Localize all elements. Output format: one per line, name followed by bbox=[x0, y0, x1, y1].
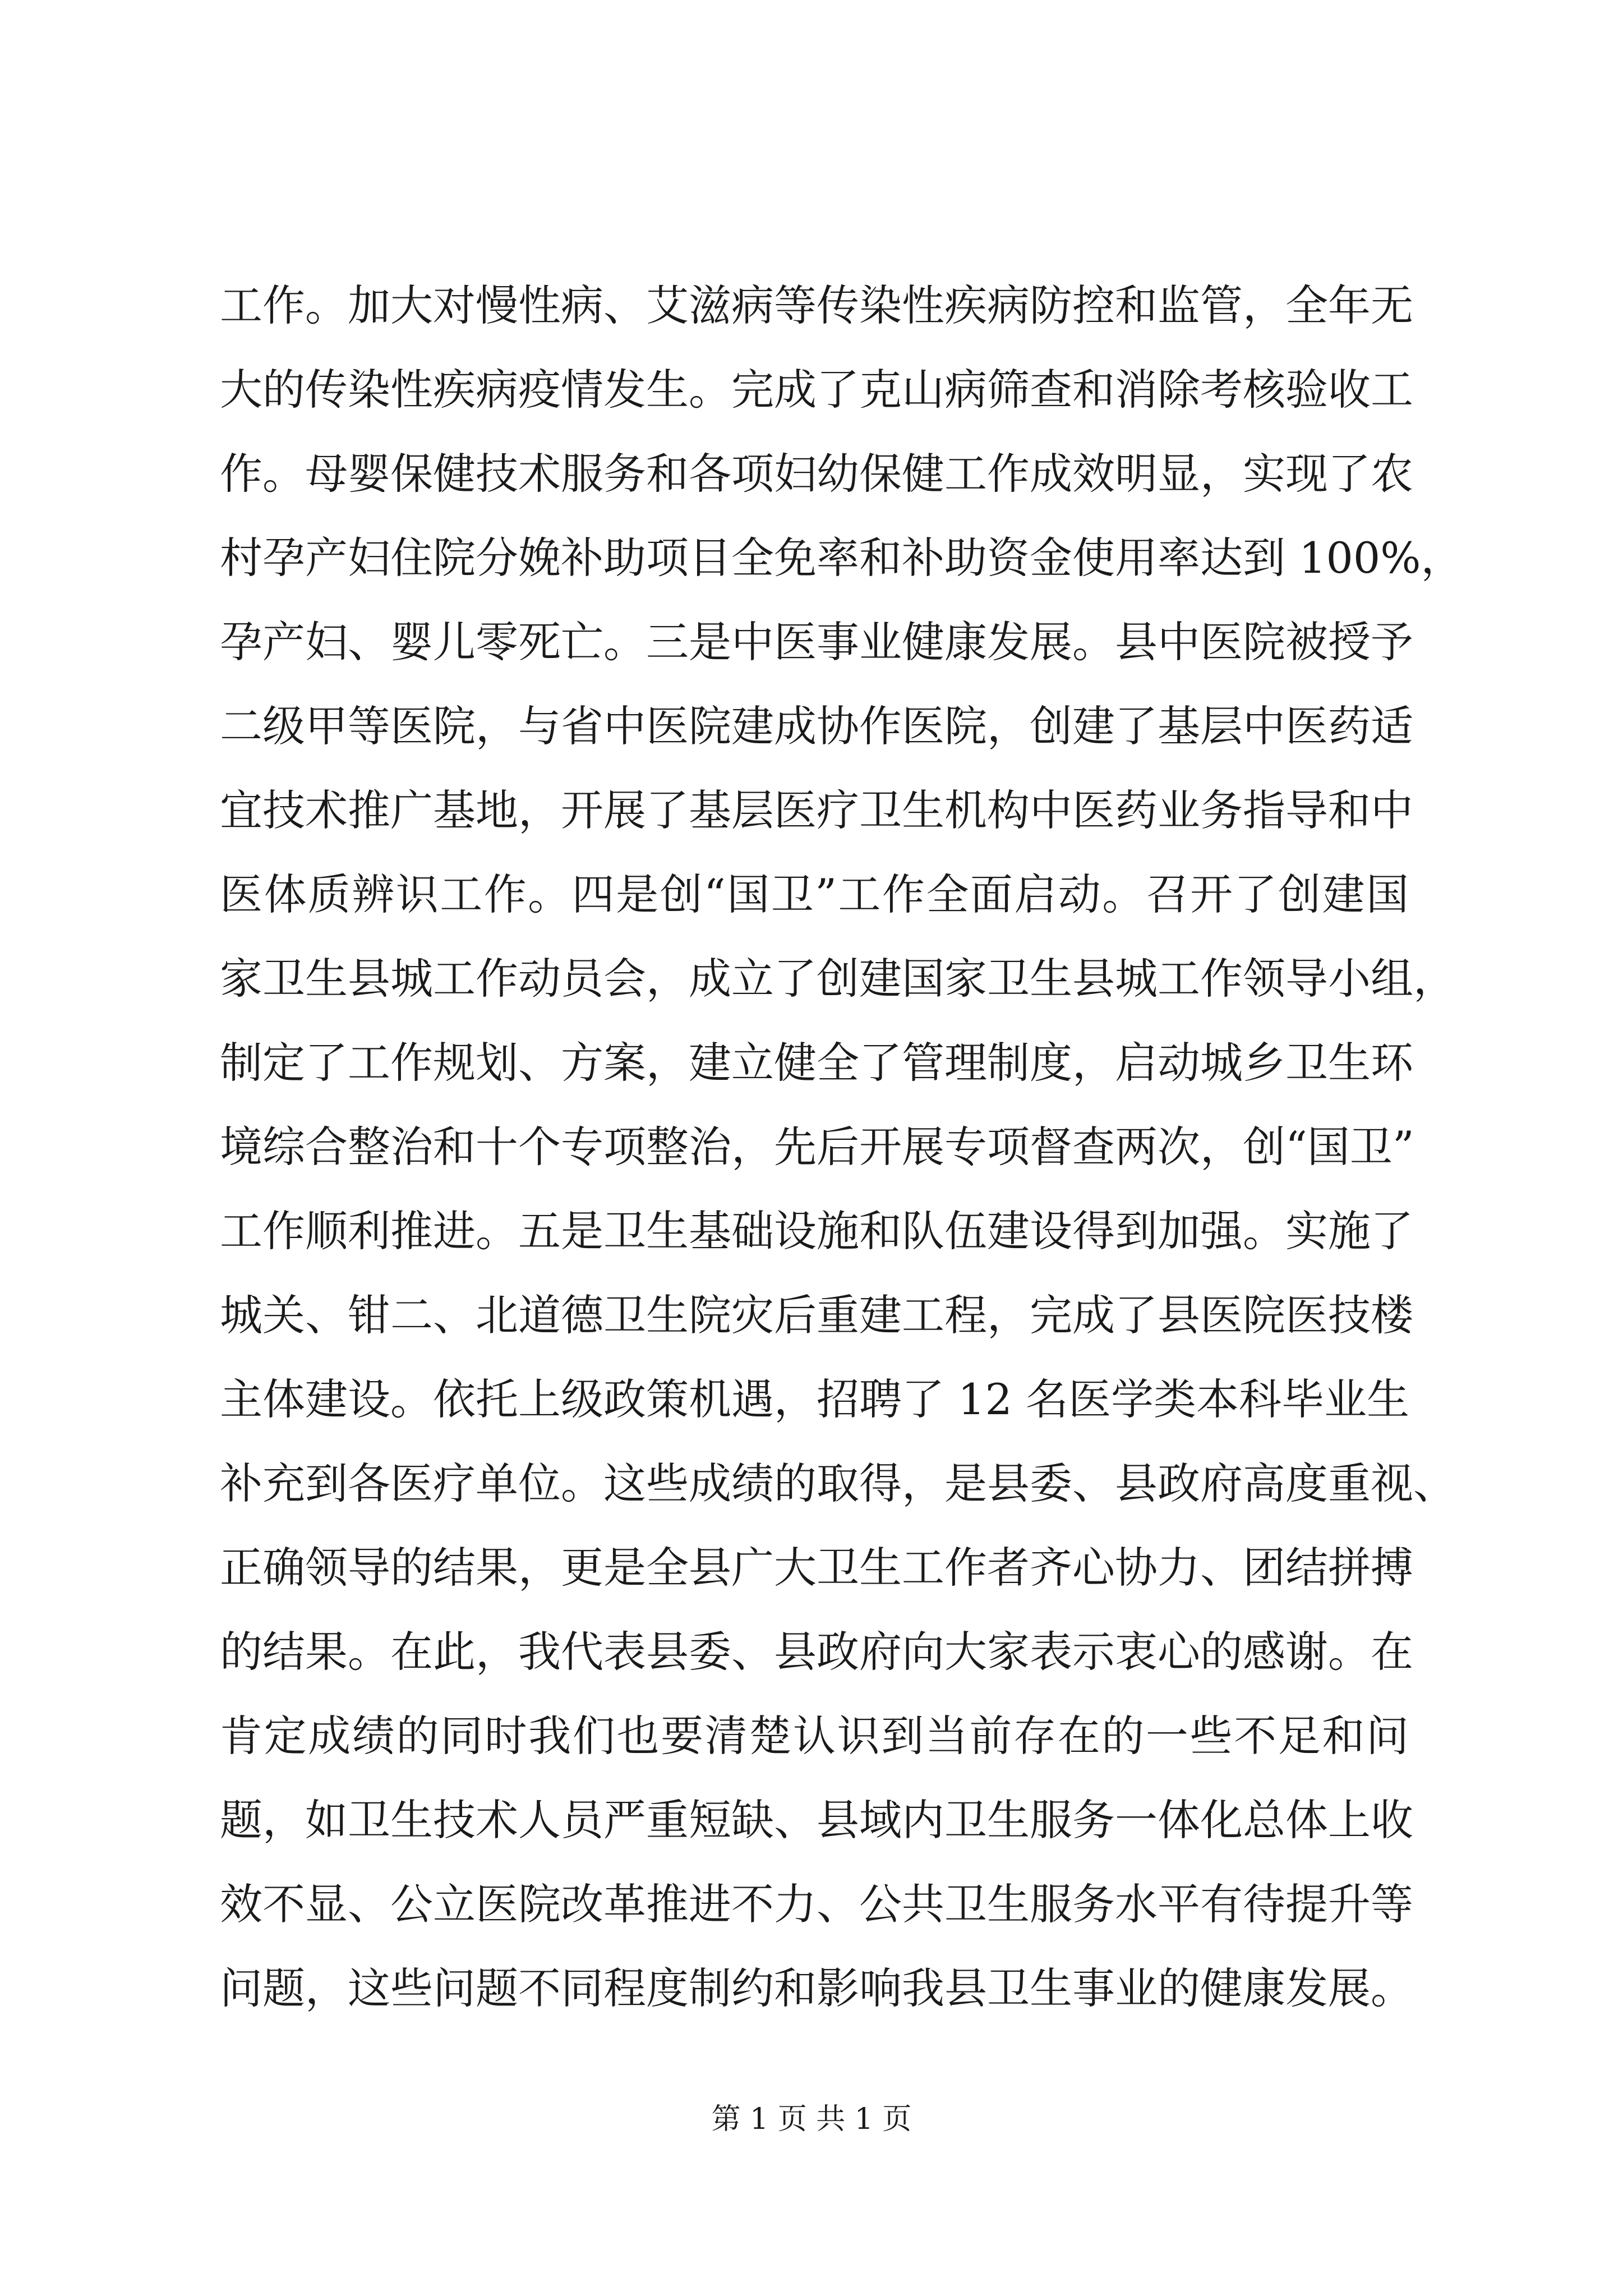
text-line: 村孕产妇住院分娩补助项目全免率和补助资金使用率达到 100%， bbox=[220, 533, 1464, 583]
text-line: 境综合整治和十个专项整治，先后开展专项督查两次，创“国卫” bbox=[220, 1122, 1414, 1172]
text-line: 主体建设。依托上级政策机遇，招聘了 12 名医学类本科毕业生 bbox=[220, 1374, 1410, 1424]
text-line: 医体质辨识工作。四是创“国卫”工作全面启动。召开了创建国 bbox=[220, 869, 1409, 919]
text-line: 二级甲等医院，与省中医院建成协作医院，创建了基层中医药适 bbox=[220, 701, 1413, 751]
text-line: 家卫生县城工作动员会，成立了创建国家卫生县城工作领导小组， bbox=[220, 954, 1456, 1004]
text-line: 补充到各医疗单位。这些成绩的取得，是县委、县政府高度重视、 bbox=[220, 1458, 1456, 1508]
text-line: 题，如卫生技术人员严重短缺、县域内卫生服务一体化总体上收 bbox=[220, 1795, 1413, 1845]
page-number: 第 1 页 共 1 页 bbox=[711, 2102, 912, 2136]
text-line: 肯定成绩的同时我们也要清楚认识到当前存在的一些不足和问 bbox=[220, 1711, 1409, 1761]
text-line: 大的传染性疾病疫情发生。完成了克山病筛查和消除考核验收工 bbox=[220, 365, 1413, 415]
text-line: 正确领导的结果，更是全县广大卫生工作者齐心协力、团结拼搏 bbox=[220, 1543, 1413, 1593]
text-line: 作。母婴保健技术服务和各项妇幼保健工作成效明显，实现了农 bbox=[220, 449, 1413, 499]
text-line: 的结果。在此，我代表县委、县政府向大家表示衷心的感谢。在 bbox=[220, 1627, 1413, 1677]
text-line: 制定了工作规划、方案，建立健全了管理制度，启动城乡卫生环 bbox=[220, 1038, 1413, 1088]
text-line: 问题，这些问题不同程度制约和影响我县卫生事业的健康发展。 bbox=[220, 1963, 1413, 2013]
text-line: 宜技术推广基地，开展了基层医疗卫生机构中医药业务指导和中 bbox=[220, 785, 1413, 835]
body-text bbox=[220, 264, 1464, 2031]
page-footer bbox=[0, 2097, 1623, 2142]
text-line: 工作顺利推进。五是卫生基础设施和队伍建设得到加强。实施了 bbox=[220, 1206, 1413, 1256]
text-line: 城关、钳二、北道德卫生院灾后重建工程，完成了县医院医技楼 bbox=[220, 1290, 1413, 1340]
text-line: 孕产妇、婴儿零死亡。三是中医事业健康发展。县中医院被授予 bbox=[220, 617, 1413, 667]
text-line: 工作。加大对慢性病、艾滋病等传染性疾病防控和监管，全年无 bbox=[220, 280, 1413, 330]
text-line: 效不显、公立医院改革推进不力、公共卫生服务水平有待提升等 bbox=[220, 1879, 1413, 1929]
